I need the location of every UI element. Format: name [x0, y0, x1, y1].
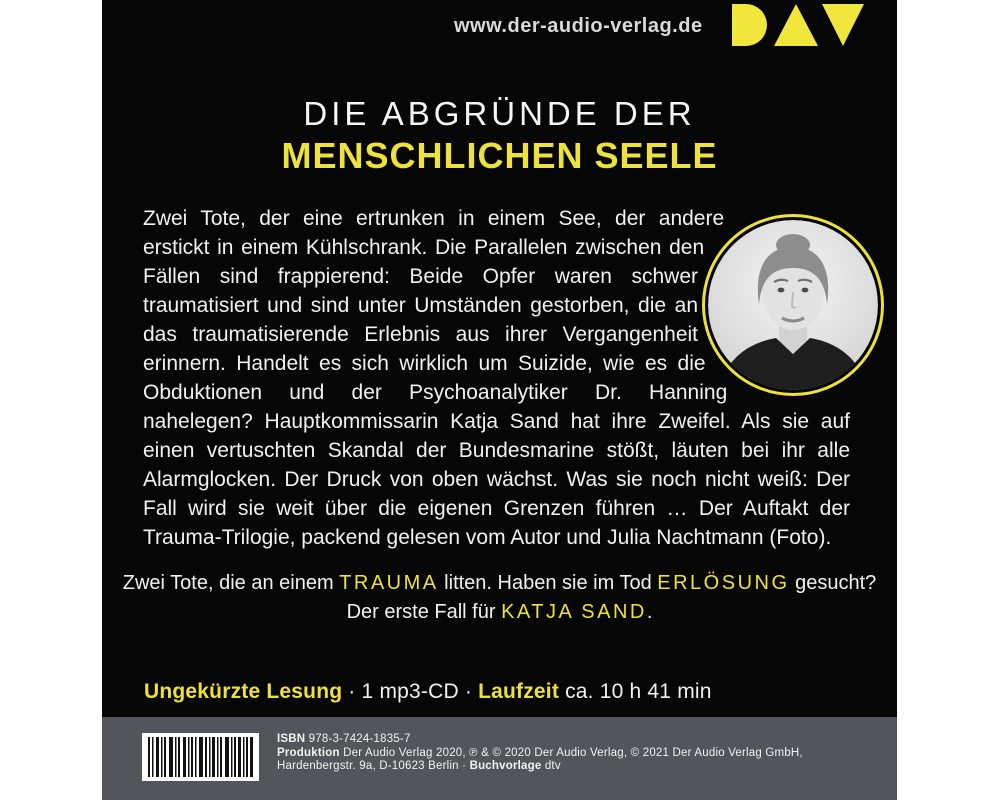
tagline-text: Der erste Fall für: [346, 601, 502, 623]
tagline-text: .: [646, 601, 653, 623]
imprint-strip: [102, 717, 897, 800]
tagline-block: [102, 569, 897, 627]
logo-letter-a: [774, 4, 818, 46]
edition-type: Ungekürzte Lesung: [144, 680, 343, 703]
title-line-1: DIE ABGRÜNDE DER: [303, 95, 696, 132]
tagline-keyword-erloesung: ERLÖSUNG: [657, 572, 790, 594]
portrait-illustration: [708, 220, 878, 390]
logo-letter-v: [822, 4, 864, 46]
tagline-line-1: [102, 569, 897, 598]
edition-info-line: [144, 680, 712, 704]
isbn-value: 978-3-7424-1835-7: [305, 733, 411, 745]
tagline-keyword-trauma: TRAUMA: [339, 572, 439, 594]
address-text: Hardenbergstr. 9a, D-10623 Berlin ·: [277, 760, 470, 772]
produktion-label: Produktion: [277, 746, 340, 759]
runtime-value: ca. 10 h 41 min: [559, 680, 712, 703]
imprint-address-line: [277, 760, 803, 774]
publisher-url: www.der-audio-verlag.de: [454, 15, 703, 37]
imprint-production-line: [277, 747, 803, 761]
narrator-photo: [702, 214, 884, 396]
tagline-text: gesucht?: [789, 572, 877, 594]
barcode-icon: [142, 733, 259, 781]
separator-dot: ·: [458, 680, 479, 703]
dav-logo-icon: [732, 4, 864, 46]
imprint-isbn-line: [277, 733, 803, 747]
imprint-text-block: [277, 733, 803, 774]
tagline-text: Zwei Tote, die an einem: [122, 572, 340, 594]
isbn-label: ISBN: [277, 733, 306, 745]
logo-letter-d: [732, 4, 767, 46]
tagline-line-2: [102, 598, 897, 627]
description-text: Zwei Tote, der eine ertrunken in einem See, der andere erstickt in einem Kühlschrank. Die Parallelen zwischen den Fällen sind frappierend: Beide Opfer waren schwer traumatisiert und sind unter Umständen gestorben, die an das traumatisierende Erlebnis aus ihrer Vergangenheit erinnern. Handelt es sich wirklich um Suizide, wie es die Obduktionen und der Psychoanalytiker Dr. Hanning nahelegen? Hauptkommissarin Katja Sand hat ihre Zweifel. Als sie auf einen vertuschten Skandal der Bundesmarine stößt, läuten bei ihr alle Alarmglocken. Der Druck von oben wächst. Was sie noch nicht weiß: Der Fall wird sie weit über die eigenen Grenzen führen … Der Auftakt der Trauma-Trilogie, packend gelesen vom Autor und Julia Nachtmann (Foto).: [143, 207, 850, 549]
buchvorlage-label: Buchvorlage: [469, 760, 542, 772]
cover-panel: [102, 0, 897, 800]
produktion-text: Der Audio Verlag 2020, ℗ & © 2020 Der Audio Verlag, © 2021 Der Audio Verlag GmbH,: [339, 746, 803, 759]
media-count: 1 mp3-CD: [361, 680, 459, 703]
tagline-text: litten. Haben sie im Tod: [438, 572, 658, 594]
title-line-2: MENSCHLICHEN SEELE: [281, 135, 718, 176]
tagline-keyword-katja-sand: KATJA SAND: [501, 601, 647, 623]
separator-dot: ·: [342, 680, 362, 703]
runtime-label: Laufzeit: [478, 680, 560, 703]
buchvorlage-text: dtv: [541, 760, 561, 772]
